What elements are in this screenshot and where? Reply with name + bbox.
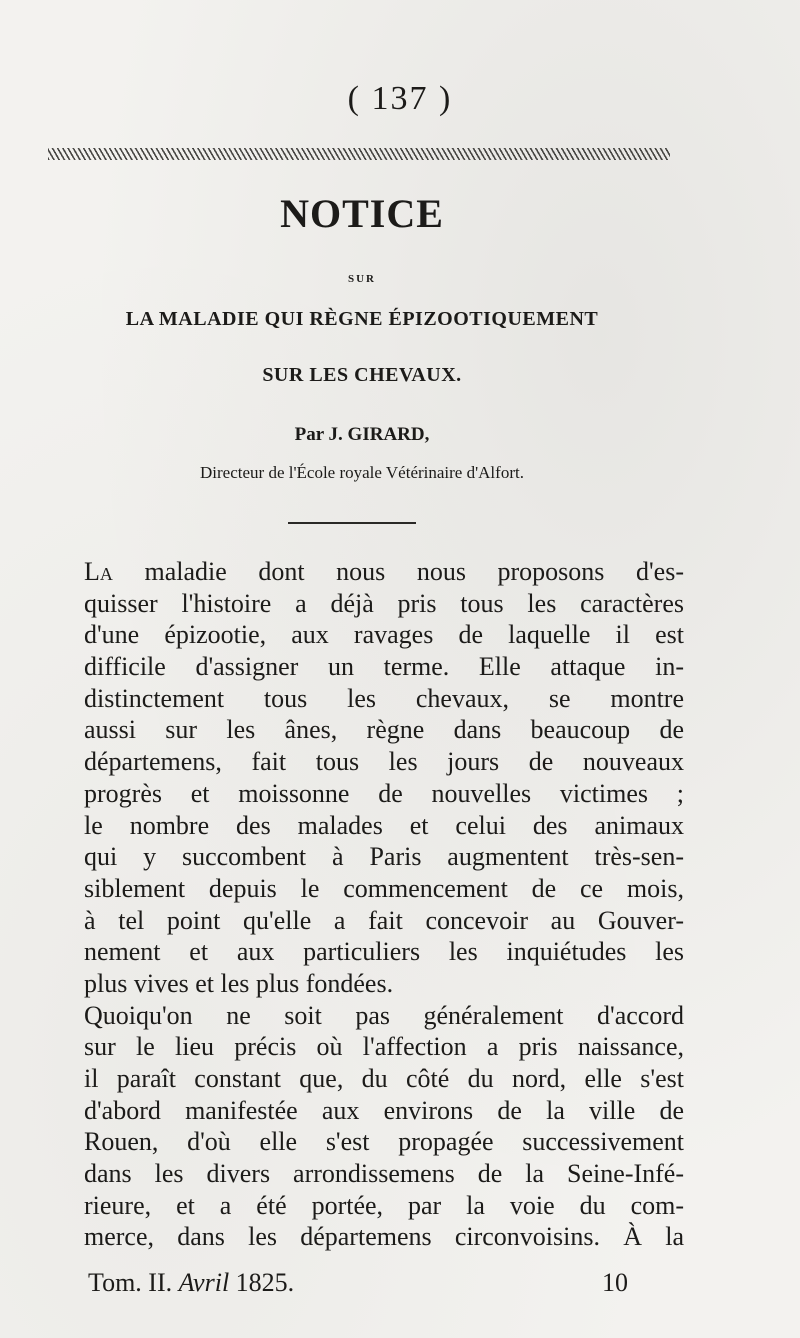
footer-month: Avril [178, 1268, 230, 1297]
text-line: plus vives et les plus fondées. [84, 968, 394, 998]
section-rule [288, 522, 416, 524]
text-line: siblement depuis le commencement de ce mois, [84, 873, 684, 903]
ornamental-rule [48, 148, 670, 160]
text-line: départemens, fait tous les jours de nouveaux [84, 747, 684, 777]
subtitle-line-2: SUR LES CHEVAUX. [262, 364, 462, 386]
text-line: rieure, et a été portée, par la voie du com- [84, 1190, 684, 1220]
text-line: merce, dans les départemens circonvoisins. À la [84, 1222, 684, 1252]
text-line: sur le lieu précis où l'affection a pris naissance, [84, 1032, 684, 1062]
text-line: nement et aux particuliers les inquiétudes les [84, 937, 684, 967]
footer-year: 1825. [229, 1268, 295, 1297]
page-footer [88, 1268, 628, 1298]
text-line: Rouen, d'où elle s'est propagée successivement [84, 1127, 684, 1157]
footer-volume: Tom. II. [88, 1268, 179, 1297]
text-line: d'abord manifestée aux environs de la ville de [84, 1095, 684, 1125]
text-line: il paraît constant que, du côté du nord, elle s'est [84, 1064, 684, 1093]
author-title: Directeur de l'École royale Vétérinaire d'Alfort. [200, 463, 524, 482]
text-line: quisser l'histoire a déjà pris tous les caractères [84, 588, 684, 618]
text-line: difficile d'assigner un terme. Elle attaque in- [84, 652, 684, 682]
text-line: dans les divers arrondissemens de la Seine-Infé- [84, 1159, 684, 1189]
body-text [84, 556, 684, 1253]
notice-title: NOTICE [280, 191, 444, 236]
opening-word: La [84, 557, 113, 586]
text-line: qui y succombent à Paris augmentent très-sen- [84, 842, 684, 872]
signature-mark: 10 [602, 1268, 628, 1297]
text-line: à tel point qu'elle a fait concevoir au Gouver- [84, 905, 684, 935]
page-number: ( 137 ) [347, 80, 453, 117]
author-name: Par J. GIRARD, [294, 424, 430, 445]
subtitle-line-1: LA MALADIE QUI RÈGNE ÉPIZOOTIQUEMENT [125, 308, 599, 330]
text-line: progrès et moissonne de nouvelles victimes ; [84, 778, 684, 808]
text-line: aussi sur les ânes, règne dans beaucoup de [84, 715, 684, 745]
text-line: le nombre des malades et celui des animaux [84, 810, 684, 840]
title-connector: SUR [347, 273, 376, 285]
text-line: distinctement tous les chevaux, se montre [84, 683, 684, 713]
text-line: La maladie dont nous nous proposons d'es- [84, 557, 684, 586]
text-line: Quoiqu'on ne soit pas généralement d'accord [84, 1000, 684, 1030]
text-line: d'une épizootie, aux ravages de laquelle il est [84, 620, 684, 650]
